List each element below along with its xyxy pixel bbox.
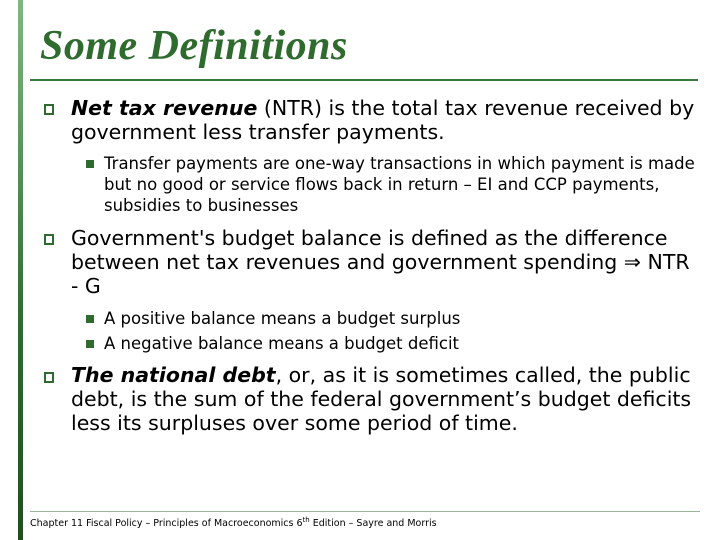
term-net-tax-revenue: Net tax revenue xyxy=(71,96,258,120)
footer-divider xyxy=(30,511,700,512)
hollow-square-bullet-icon xyxy=(44,372,54,383)
filled-square-bullet-icon xyxy=(86,340,94,348)
slide-footer xyxy=(30,516,437,529)
term-national-debt: The national debt xyxy=(71,363,276,387)
sub-bullet-transfer-payments: Transfer payments are one-way transactions in which payment is made but no good or service flows back in return – EI and CCP payments, subsidies to businesses xyxy=(104,154,695,215)
footer-text-start: Chapter 11 Fiscal Policy – Principles of Macroeconomics 6 xyxy=(30,518,303,530)
hollow-square-bullet-icon xyxy=(44,104,54,115)
filled-square-bullet-icon xyxy=(86,315,94,323)
footer-text-end: Edition – Sayre and Morris xyxy=(309,518,437,530)
bullet-national-debt xyxy=(71,363,701,435)
footer-superscript: th xyxy=(302,516,310,524)
slide-title: Some Definitions xyxy=(40,23,348,69)
sub-bullet-positive-balance: A positive balance means a budget surplus xyxy=(104,309,461,328)
bullet-budget-balance: Government's budget balance is defined as the difference between net tax revenues and government spending ⇒ NTR - G xyxy=(71,226,690,298)
definition-national-debt: , or, as it is sometimes called, the public debt, is the sum of the federal government’s budget deficits less its surpluses over some period of time. xyxy=(71,363,692,435)
hollow-square-bullet-icon xyxy=(44,234,54,245)
sub-bullet-negative-balance: A negative balance means a budget deficit xyxy=(104,334,460,353)
filled-square-bullet-icon xyxy=(86,160,94,168)
bullet-net-tax-revenue xyxy=(71,96,701,144)
definition-net-tax-revenue: (NTR) is the total tax revenue received by government less transfer payments. xyxy=(71,96,695,144)
